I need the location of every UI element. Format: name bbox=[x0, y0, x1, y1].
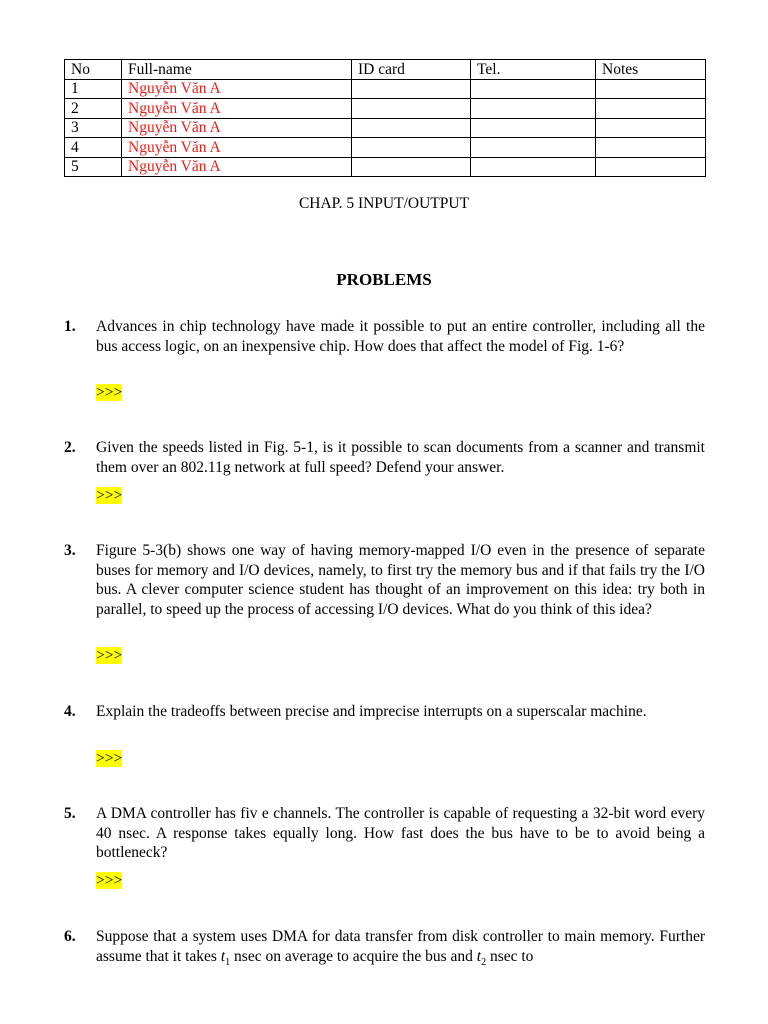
cell-id-card bbox=[352, 157, 471, 177]
answer-highlight: >>> bbox=[96, 872, 123, 889]
cell-notes bbox=[596, 99, 706, 119]
header-notes: Notes bbox=[596, 60, 706, 80]
section-title: PROBLEMS bbox=[336, 270, 432, 289]
cell-full-name: Nguyễn Văn A bbox=[122, 99, 352, 119]
cell-id-card bbox=[352, 118, 471, 138]
cell-id-card bbox=[352, 99, 471, 119]
cell-no: 2 bbox=[65, 99, 122, 119]
problem-number: 2. bbox=[64, 439, 76, 456]
header-id-card: ID card bbox=[352, 60, 471, 80]
cell-tel bbox=[471, 79, 596, 99]
table-row bbox=[65, 138, 706, 158]
answer-highlight: >>> bbox=[96, 750, 123, 767]
problem-text: Suppose that a system uses DMA for data transfer from disk controller to main memory. Further assume that it takes $t_1$ nsec on average to acquire the bus and $t_2$ nsec to bbox=[96, 928, 705, 968]
cell-tel bbox=[471, 157, 596, 177]
cell-tel bbox=[471, 138, 596, 158]
cell-no: 3 bbox=[65, 118, 122, 138]
table-row bbox=[65, 99, 706, 119]
problem-number: 5. bbox=[64, 805, 76, 822]
answer-marker bbox=[96, 646, 122, 665]
problem-text: Given the speeds listed in Fig. 5-1, is it possible to scan documents from a scanner and transmit them over an 802.11g network at full speed? Defend your answer. bbox=[96, 439, 705, 476]
cell-full-name: Nguyễn Văn A bbox=[122, 79, 352, 99]
cell-notes bbox=[596, 138, 706, 158]
problem-number: 1. bbox=[64, 318, 76, 335]
cell-no: 5 bbox=[65, 157, 122, 177]
cell-notes bbox=[596, 118, 706, 138]
cell-tel bbox=[471, 118, 596, 138]
header-tel: Tel. bbox=[471, 60, 596, 80]
answer-marker bbox=[96, 486, 122, 505]
cell-full-name: Nguyễn Văn A bbox=[122, 138, 352, 158]
cell-notes bbox=[596, 79, 706, 99]
cell-full-name: Nguyễn Văn A bbox=[122, 157, 352, 177]
problem-text: Explain the tradeoffs between precise and imprecise interrupts on a superscalar machine. bbox=[96, 703, 647, 720]
answer-highlight: >>> bbox=[96, 647, 123, 664]
table-row bbox=[65, 157, 706, 177]
problem-number: 3. bbox=[64, 542, 76, 559]
table-row bbox=[65, 79, 706, 99]
problem-number: 4. bbox=[64, 703, 76, 720]
header-full-name: Full-name bbox=[122, 60, 352, 80]
answer-marker bbox=[96, 749, 122, 768]
student-table bbox=[64, 59, 706, 177]
cell-tel bbox=[471, 99, 596, 119]
answer-highlight: >>> bbox=[96, 487, 123, 504]
cell-id-card bbox=[352, 138, 471, 158]
problem-text: A DMA controller has fiv e channels. The controller is capable of requesting a 32-bit word every 40 nsec. A response takes equally long. How fast does the bus have to be to avoid being a bottleneck? bbox=[96, 805, 705, 861]
cell-id-card bbox=[352, 79, 471, 99]
answer-marker bbox=[96, 383, 122, 402]
problem-number: 6. bbox=[64, 928, 76, 945]
cell-no: 1 bbox=[65, 79, 122, 99]
cell-notes bbox=[596, 157, 706, 177]
table-row bbox=[65, 118, 706, 138]
answer-highlight: >>> bbox=[96, 384, 123, 401]
problem-text: Advances in chip technology have made it possible to put an entire controller, including all the bus access logic, on an inexpensive chip. How does that affect the model of Fig. 1-6? bbox=[96, 318, 705, 355]
header-no: No bbox=[65, 60, 122, 80]
cell-no: 4 bbox=[65, 138, 122, 158]
problem-text: Figure 5-3(b) shows one way of having memory-mapped I/O even in the presence of separate buses for memory and I/O devices, namely, to first try the memory bus and if that fails try the I/O bus. A clever computer science student has thought of an improvement on this idea: try both in parallel, to speed up the process of accessing I/O devices. What do you think of this idea? bbox=[96, 542, 705, 618]
chapter-title: CHAP. 5 INPUT/OUTPUT bbox=[298, 195, 470, 212]
table-header-row bbox=[65, 60, 706, 80]
cell-full-name: Nguyễn Văn A bbox=[122, 118, 352, 138]
answer-marker bbox=[96, 871, 122, 890]
